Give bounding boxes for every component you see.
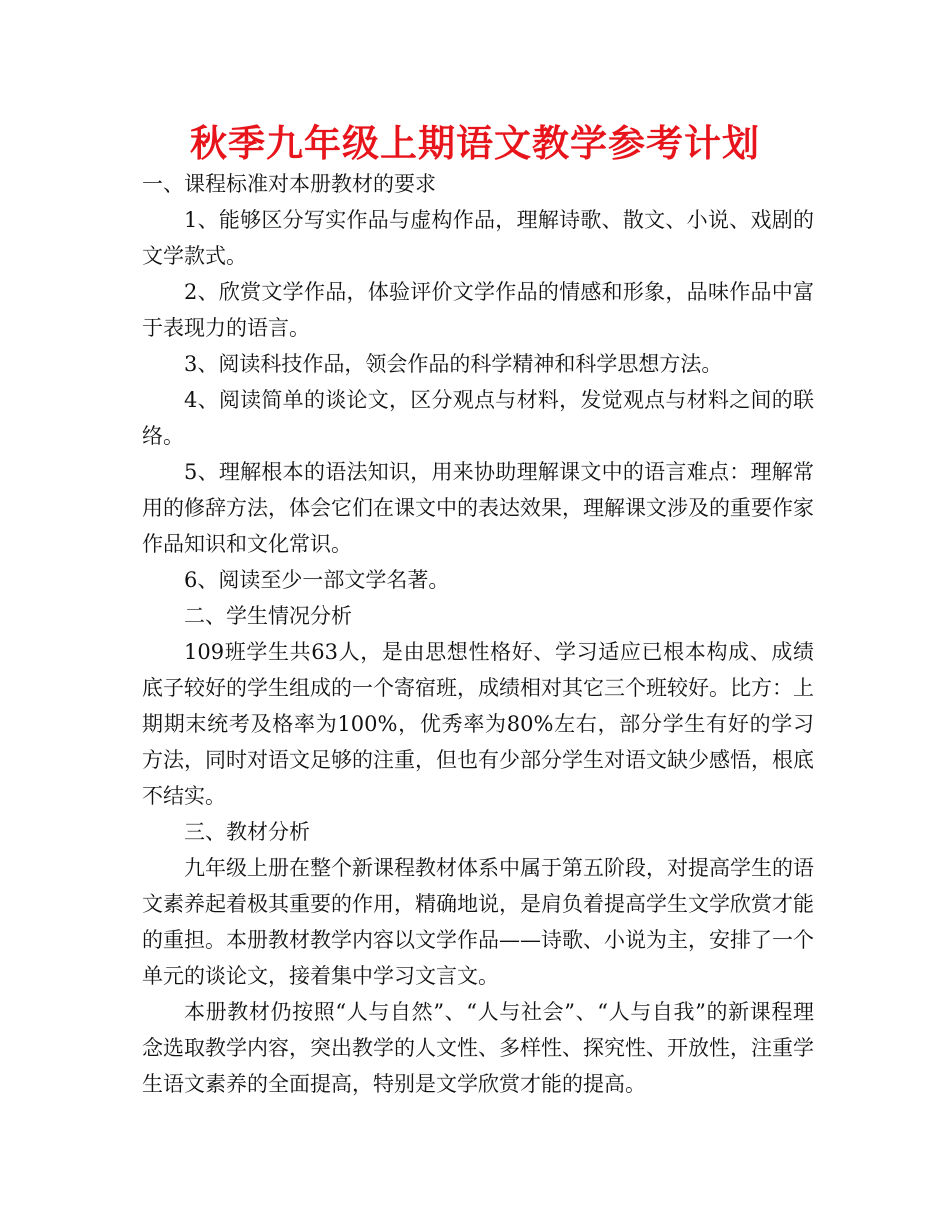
paragraph-requirement-2: 2、欣赏文学作品，体验评价文学作品的情感和形象，品味作品中富于表现力的语言。	[142, 280, 814, 340]
paragraph-requirement-6: 6、阅读至少一部文学名著。	[184, 568, 450, 592]
section-heading-students: 二、学生情况分析	[184, 604, 352, 628]
paragraph-textbook-analysis-2: 本册教材仍按照“人与自然”、“人与社会”、“人与自我”的新课程理念选取教学内容，突出教学的人文性、多样性、探究性、开放性，注重学生语文素养的全面提高，特别是文学欣赏才能的提高。	[142, 1000, 814, 1096]
document-title: 秋季九年级上期语文教学参考计划	[190, 122, 760, 165]
section-heading-curriculum: 一、课程标准对本册教材的要求	[142, 172, 436, 196]
section-heading-textbook: 三、教材分析	[184, 820, 310, 844]
paragraph-student-analysis: 109班学生共63人，是由思想性格好、学习适应已根本构成、成绩底子较好的学生组成的一个寄宿班，成绩相对其它三个班较好。比方：上期期末统考及格率为100%，优秀率为80%左右，部分学生有好的学习方法，同时对语文足够的注重，但也有少部分学生对语文缺少感悟，根底不结实。	[142, 640, 814, 808]
paragraph-requirement-5: 5、理解根本的语法知识，用来协助理解课文中的语言难点：理解常用的修辞方法，体会它们在课文中的表达效果，理解课文涉及的重要作家作品知识和文化常识。	[142, 460, 814, 556]
paragraph-requirement-1: 1、能够区分写实作品与虚构作品，理解诗歌、散文、小说、戏剧的文学款式。	[142, 208, 814, 268]
document-body	[142, 166, 814, 1102]
paragraph-textbook-analysis-1: 九年级上册在整个新课程教材体系中属于第五阶段，对提高学生的语文素养起着极其重要的作用，精确地说，是肩负着提高学生文学欣赏才能的重担。本册教材教学内容以文学作品——诗歌、小说为主，安排了一个单元的谈论文，接着集中学习文言文。	[142, 856, 814, 988]
paragraph-requirement-4: 4、阅读简单的谈论文，区分观点与材料，发觉观点与材料之间的联络。	[142, 388, 814, 448]
paragraph-requirement-3: 3、阅读科技作品，领会作品的科学精神和科学思想方法。	[184, 352, 723, 376]
